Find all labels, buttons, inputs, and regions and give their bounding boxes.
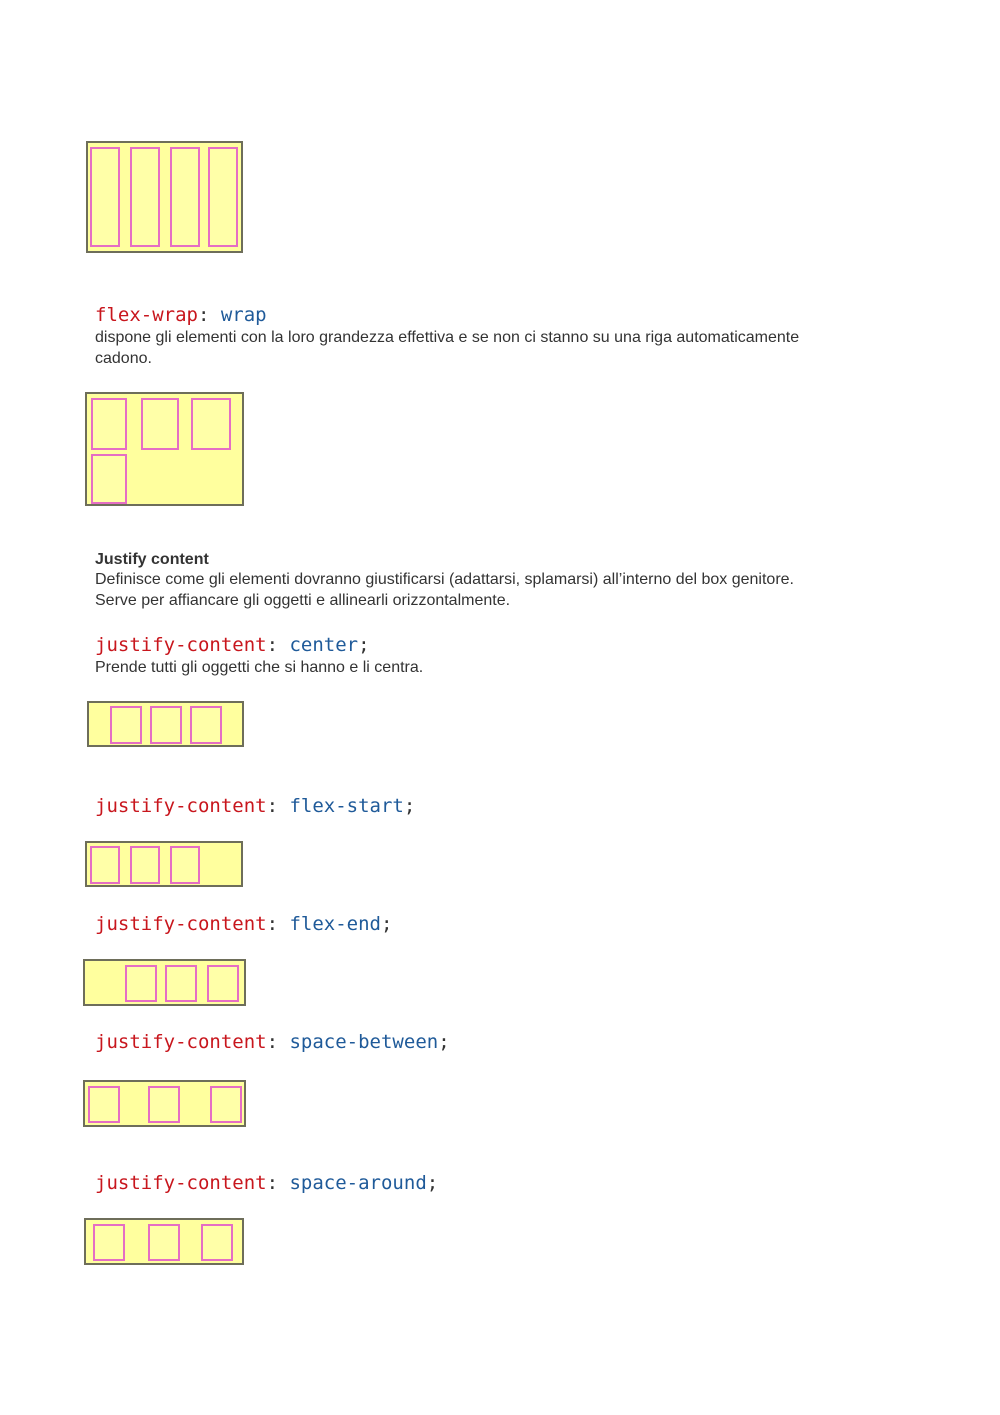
center-diagram <box>87 701 244 747</box>
flex-item <box>141 398 179 450</box>
flex-item <box>170 846 200 884</box>
flex-item <box>130 147 160 247</box>
flex-item <box>148 1086 180 1123</box>
flex-item <box>150 706 182 744</box>
justify-center-description: Prende tutti gli oggetti che si hanno e li centra. <box>95 659 424 676</box>
flex-item <box>125 965 157 1002</box>
flex-item <box>130 846 160 884</box>
flex-item <box>191 398 231 450</box>
flex-item <box>91 398 127 450</box>
flex-item <box>90 846 120 884</box>
justify-center-code: justify-content: center; <box>95 634 370 656</box>
flex-item <box>207 965 239 1002</box>
flex-item <box>110 706 142 744</box>
justify-content-heading: Justify content <box>95 551 209 568</box>
nowrap-diagram <box>86 141 243 253</box>
flex-item <box>201 1224 233 1261</box>
justify-flex-end-code: justify-content: flex-end; <box>95 913 393 935</box>
wrap-diagram <box>85 392 244 506</box>
justify-content-description: Definisce come gli elementi dovranno giustificarsi (adattarsi, splamarsi) all’interno del box genitore. Serve per affiancare gli oggetti e allinearli orizzontalmente. <box>95 571 794 609</box>
justify-space-around-code: justify-content: space-around; <box>95 1172 439 1194</box>
justify-space-between-code: justify-content: space-between; <box>95 1031 450 1053</box>
flex-item <box>90 147 120 247</box>
flex-item <box>88 1086 120 1123</box>
flex-wrap-description: dispone gli elementi con la loro grandezza effettiva e se non ci stanno su una riga automaticamente cadono. <box>95 329 800 367</box>
flex-item <box>93 1224 125 1261</box>
space-between-diagram <box>83 1080 246 1127</box>
flex-item <box>148 1224 180 1261</box>
flex-item <box>210 1086 242 1123</box>
flex-item <box>208 147 238 247</box>
justify-flex-start-code: justify-content: flex-start; <box>95 795 416 817</box>
flex-start-diagram <box>85 841 243 887</box>
flex-end-diagram <box>83 959 246 1006</box>
flex-item <box>165 965 197 1002</box>
flex-item <box>170 147 200 247</box>
flex-item <box>190 706 222 744</box>
flex-item <box>91 454 127 504</box>
space-around-diagram <box>84 1218 244 1265</box>
flex-wrap-code: flex-wrap: wrap <box>95 304 267 326</box>
